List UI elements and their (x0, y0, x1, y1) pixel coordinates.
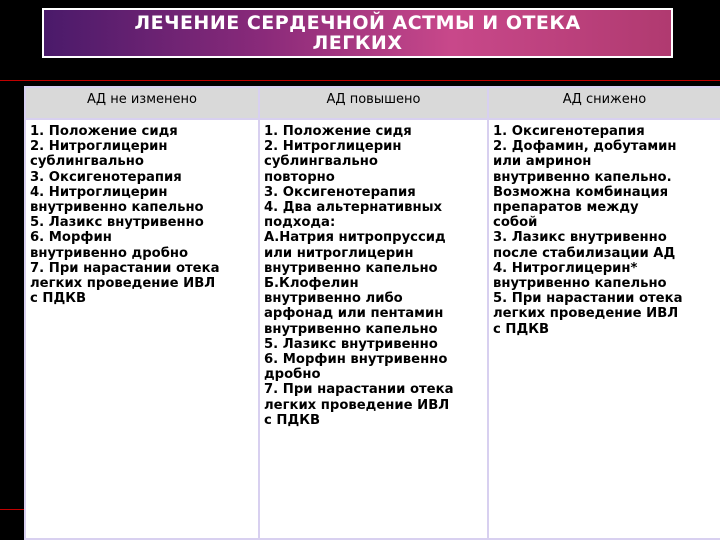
list-item: 4. Нитроглицерин* (493, 260, 638, 276)
list-item: легких проведение ИВЛ (493, 306, 679, 322)
list-item: дробно (264, 367, 321, 383)
list-item: 5. Лазикс внутривенно (30, 215, 204, 231)
list-item: 5. Лазикс внутривенно (264, 336, 438, 352)
list-item: 6. Морфин внутривенно (264, 352, 448, 368)
list-item: 6. Морфин (30, 230, 112, 246)
list-item: 7. При нарастании отека (30, 260, 220, 276)
list-item: препаратов между (493, 200, 639, 216)
list-item: 2. Нитроглицерин (30, 139, 168, 155)
list-item: 7. При нарастании отека (264, 382, 454, 398)
column-bp-elevated (259, 119, 488, 539)
list-item: повторно (264, 169, 335, 185)
list-item: внутривенно либо (264, 291, 403, 307)
slide-title-line-2: ЛЕГКИХ (312, 32, 403, 54)
column-bp-reduced (488, 119, 720, 539)
list-item: с ПДКВ (264, 412, 321, 428)
list-item: внутривенно капельно (30, 200, 204, 216)
list-item: 3. Оксигенотерапия (264, 184, 416, 200)
list-item: внутривенно капельно (264, 260, 438, 276)
list-item: легких проведение ИВЛ (264, 397, 450, 413)
header-bp-unchanged: АД не изменено (25, 87, 259, 119)
list-item: арфонад или пентамин (264, 306, 444, 322)
list-item: внутривенно капельно (493, 276, 667, 292)
list-item: 2. Дофамин, добутамин (493, 139, 677, 155)
list-item: внутривенно капельно (264, 321, 438, 337)
list-item: подхода: (264, 215, 336, 231)
list-item: сублингвально (30, 154, 144, 170)
list-item: после стабилизации АД (493, 245, 676, 261)
list-item: Возможна комбинация (493, 184, 669, 200)
list-item: 4. Два альтернативных (264, 200, 443, 216)
list-item: собой (493, 215, 538, 231)
list-item: с ПДКВ (493, 321, 550, 337)
header-bp-reduced: АД снижено (488, 87, 720, 119)
slide-title (44, 13, 671, 53)
column-bp-unchanged (25, 119, 259, 539)
list-item: 5. При нарастании отека (493, 291, 683, 307)
list-item: внутривенно дробно (30, 245, 189, 261)
list-item: 3. Оксигенотерапия (30, 169, 182, 185)
list-item: легких проведение ИВЛ (30, 276, 216, 292)
list-item: 1. Положение сидя (30, 124, 178, 139)
list-item: или амринон (493, 154, 592, 170)
list-item: Б.Клофелин (264, 276, 359, 292)
list-item: с ПДКВ (30, 291, 87, 307)
slide-title-line-1: ЛЕЧЕНИЕ СЕРДЕЧНОЙ АСТМЫ И ОТЕКА (134, 12, 581, 34)
list-item: 2. Нитроглицерин (264, 139, 402, 155)
list-item: 1. Оксигенотерапия (493, 124, 645, 139)
table-body-row (25, 119, 720, 539)
header-bp-elevated: АД повышено (259, 87, 488, 119)
list-item: А.Натрия нитропруссид (264, 230, 446, 246)
list-item: или нитроглицерин (264, 245, 414, 261)
list-item: 3. Лазикс внутривенно (493, 230, 667, 246)
list-item: сублингвально (264, 154, 378, 170)
slide-title-box (42, 8, 673, 58)
list-item: внутривенно капельно. (493, 169, 672, 185)
top-accent-line (0, 80, 720, 81)
treatment-table (24, 86, 720, 540)
list-item: 1. Положение сидя (264, 124, 412, 139)
table-header-row (25, 87, 720, 119)
list-item: 4. Нитроглицерин (30, 184, 168, 200)
